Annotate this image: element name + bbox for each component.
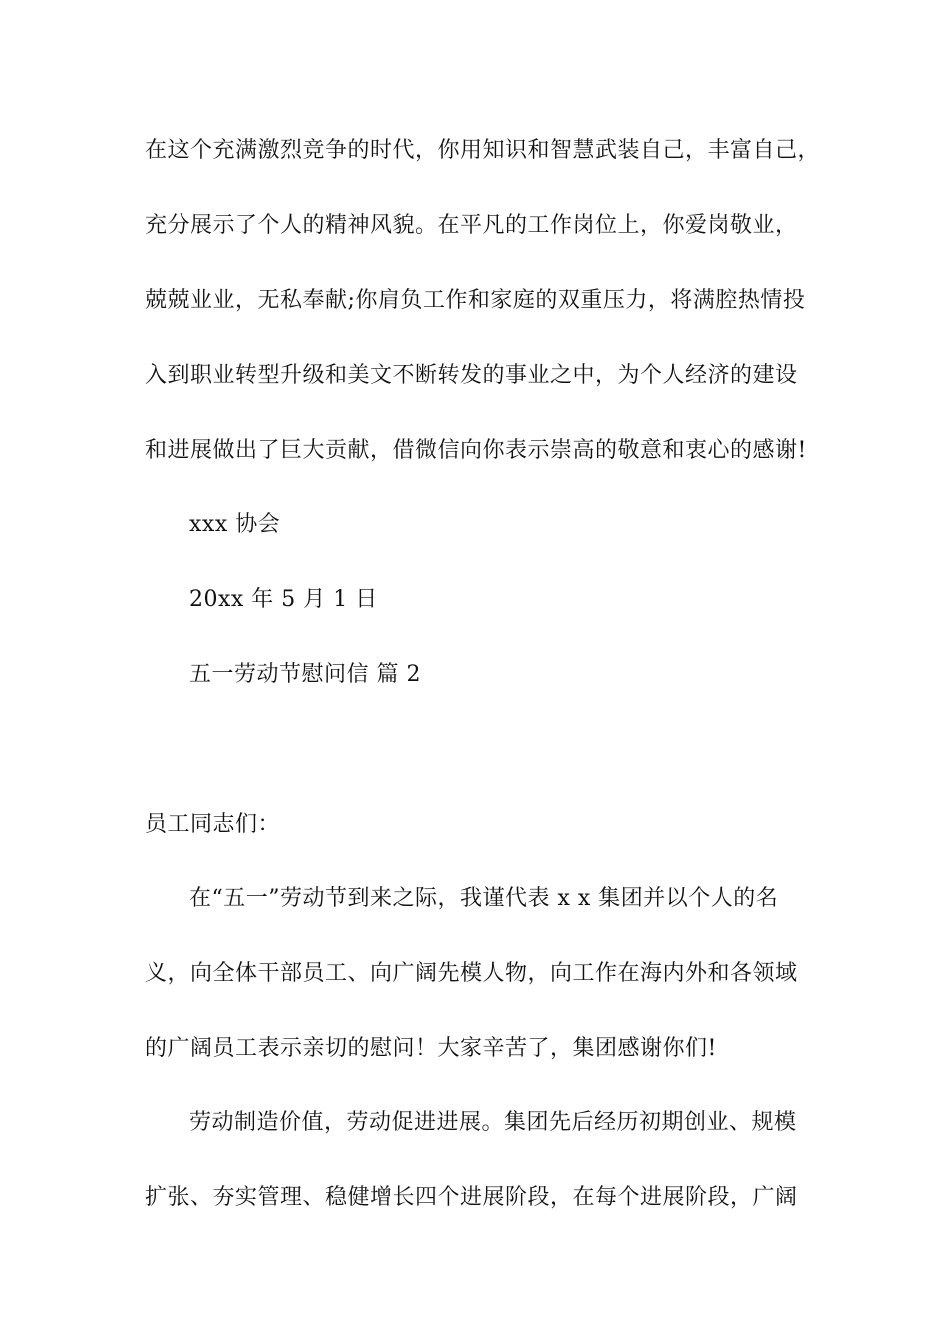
- paragraph1-line-5: 和进展做出了巨大贡献，借微信向你表示崇高的敬意和衷心的感谢!: [145, 438, 807, 463]
- paragraph1-line-1: 在这个充满激烈竞争的时代，你用知识和智慧武装自己，丰富自己，: [145, 138, 821, 163]
- signature: xxx 协会: [189, 512, 281, 537]
- paragraph2-line-3: 的广阔员工表示亲切的慰问！大家辛苦了，集团感谢你们!: [145, 1036, 717, 1061]
- paragraph1-line-2: 充分展示了个人的精神风貌。在平凡的工作岗位上，你爱岗敬业，: [145, 213, 798, 238]
- date: 20xx 年 5 月 1 日: [189, 587, 378, 612]
- paragraph1-line-4: 入到职业转型升级和美文不断转发的事业之中，为个人经济的建设: [145, 363, 798, 388]
- paragraph2-line-1: 在“五一”劳动节到来之际，我谨代表 x x 集团并以个人的名: [189, 886, 779, 911]
- paragraph3-line-1: 劳动制造价值，劳动促进进展。集团先后经历初期创业、规模: [189, 1110, 797, 1135]
- section-title: 五一劳动节慰问信 篇 2: [189, 662, 421, 687]
- greeting: 员工同志们：: [145, 812, 281, 837]
- paragraph2-line-2: 义，向全体干部员工、向广阔先模人物，向工作在海内外和各领域: [145, 961, 798, 986]
- paragraph1-line-3: 兢兢业业，无私奉献;你肩负工作和家庭的双重压力，将满腔热情投: [145, 288, 806, 313]
- paragraph3-line-2: 扩张、夯实管理、稳健增长四个进展阶段，在每个进展阶段，广阔: [145, 1185, 798, 1210]
